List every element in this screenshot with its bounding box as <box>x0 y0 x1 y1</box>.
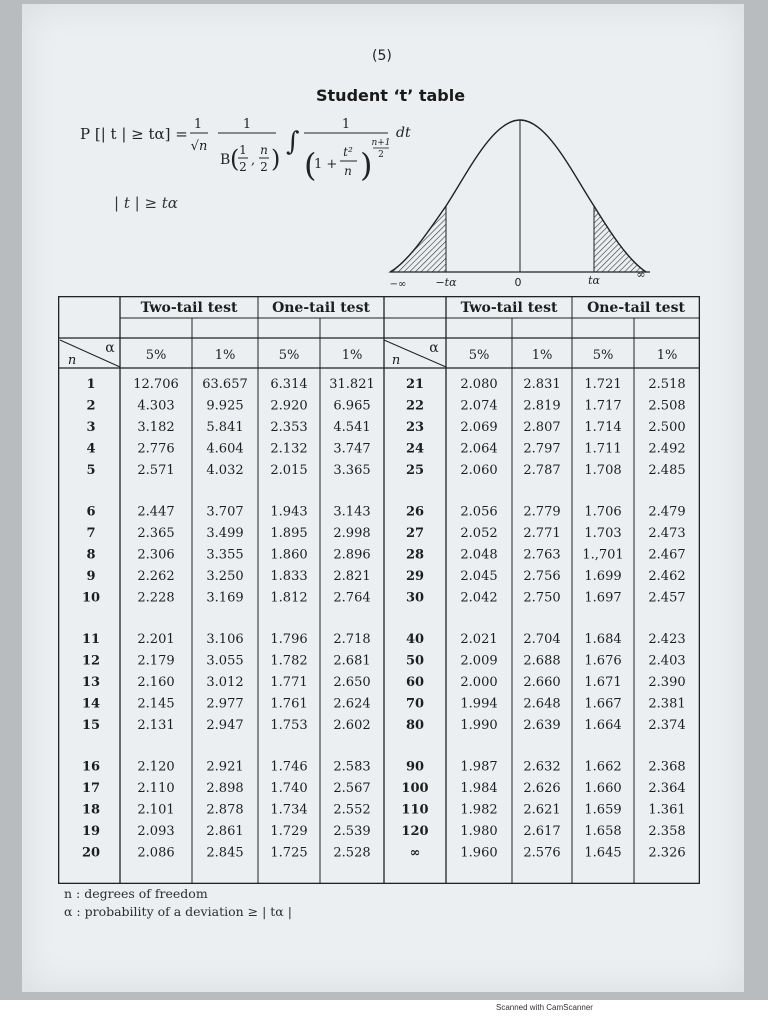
formula-beta: B <box>220 152 231 168</box>
row-n: 3 <box>86 420 96 435</box>
formula-beta-paren-left: ( <box>230 145 240 173</box>
table-cell: 2.462 <box>648 569 686 584</box>
table-cell: 1.994 <box>460 696 498 712</box>
table-cell: 2.621 <box>523 802 561 818</box>
row-n: 6 <box>86 504 96 520</box>
table-cell: 1.361 <box>648 802 686 818</box>
table-cell: 1.721 <box>584 377 622 392</box>
table-cell: 1.725 <box>270 845 308 861</box>
table-cell: 2.086 <box>137 845 175 861</box>
table-cell: 9.925 <box>206 398 244 414</box>
table-cell: 2.368 <box>648 759 686 775</box>
table-cell: 1.980 <box>460 824 498 839</box>
table-cell: 2.364 <box>648 781 686 796</box>
table-cell: 1.796 <box>270 632 308 647</box>
row-n: 30 <box>405 590 425 606</box>
row-n: 1 <box>86 377 96 392</box>
table-cell: 2.326 <box>648 845 686 861</box>
table-cell: 2.021 <box>460 632 498 647</box>
table-cell: 2.528 <box>333 845 371 861</box>
table-cell: 1.984 <box>460 781 498 796</box>
table-cell: 6.314 <box>270 377 308 392</box>
table-cell: 1.746 <box>270 759 308 775</box>
table-cell: 1.782 <box>270 653 308 669</box>
group-header: One-tail test <box>587 300 685 316</box>
row-n: 26 <box>405 504 425 520</box>
group-header: Two-tail test <box>140 300 238 316</box>
label-zero: 0 <box>514 276 522 289</box>
table-cell: 1.660 <box>584 781 622 796</box>
table-cell: 2.101 <box>137 802 175 818</box>
formula-frac2-num: 1 <box>242 117 252 132</box>
table-cell: 3.106 <box>206 632 244 647</box>
table-cell: 1.860 <box>270 547 308 563</box>
formula-base-den: n <box>344 164 352 178</box>
label-infinity: ∞ <box>636 268 646 281</box>
sub-header: 1% <box>656 348 678 363</box>
table-cell: 1.658 <box>584 824 622 839</box>
table-cell: 2.845 <box>206 845 244 861</box>
row-n: 10 <box>81 590 101 606</box>
table-cell: 2.467 <box>648 547 686 563</box>
table-cell: 2.110 <box>137 781 175 796</box>
formula-inner-paren-left: ( <box>304 146 317 184</box>
row-n: 23 <box>405 420 425 435</box>
table-cell: 2.374 <box>648 718 686 733</box>
table-cell: 3.012 <box>206 675 244 690</box>
row-n: 20 <box>81 845 101 861</box>
table-cell: 4.303 <box>137 398 175 414</box>
table-cell: 1.659 <box>584 802 622 818</box>
table-cell: 2.660 <box>523 675 561 690</box>
table-cell: 1.987 <box>460 759 498 775</box>
formula-beta-arg-a-den: 2 <box>239 160 247 174</box>
table-cell: 2.120 <box>137 759 175 775</box>
table-cell: 2.681 <box>333 653 371 669</box>
formula-beta-paren-right: ) <box>271 145 281 173</box>
sub-header: 1% <box>214 348 236 363</box>
formula-inner-paren-right: ) <box>360 146 373 184</box>
table-cell: 2.998 <box>333 526 371 541</box>
table-cell: 2.896 <box>333 547 371 563</box>
table-cell: 2.779 <box>523 504 561 520</box>
table-cell: 1.812 <box>270 590 308 606</box>
group-header: One-tail test <box>272 300 370 316</box>
table-cell: 3.169 <box>206 590 244 606</box>
table-cell: 1.990 <box>460 718 498 733</box>
table-cell: 2.624 <box>333 696 371 712</box>
table-cell: 4.032 <box>206 463 244 478</box>
table-cell: 2.508 <box>648 398 686 414</box>
alpha-label: α <box>429 340 439 356</box>
t-distribution-curve <box>388 112 658 292</box>
table-cell: 2.093 <box>137 824 175 839</box>
table-cell: 3.499 <box>206 526 244 541</box>
table-cell: 3.747 <box>333 441 371 457</box>
table-cell: 2.042 <box>460 590 498 606</box>
row-n: 4 <box>86 441 96 457</box>
label-minus-infinity: −∞ <box>389 279 407 290</box>
table-cell: 4.604 <box>206 441 244 457</box>
table-cell: 2.771 <box>523 526 561 541</box>
row-n: 21 <box>405 377 425 392</box>
table-cell: 3.182 <box>137 420 175 435</box>
table-cell: 2.390 <box>648 675 686 690</box>
table-cell: 2.447 <box>137 504 175 520</box>
formula-exp-den: 2 <box>378 150 384 160</box>
table-cell: 2.626 <box>523 781 561 796</box>
table-cell: 2.947 <box>206 718 244 733</box>
table-cell: 2.145 <box>137 696 175 712</box>
page-title: Student ‘t’ table <box>316 86 466 105</box>
table-cell: 2.756 <box>523 569 561 584</box>
table-cell: 1.771 <box>270 675 308 690</box>
table-cell: 2.485 <box>648 463 686 478</box>
n-label: n <box>67 353 77 368</box>
table-cell: 1.676 <box>584 653 622 669</box>
table-cell: 2.650 <box>333 675 371 690</box>
row-n: 29 <box>405 569 425 584</box>
row-n: 40 <box>405 632 425 647</box>
table-cell: 31.821 <box>329 377 375 392</box>
table-cell: 1.833 <box>270 569 308 584</box>
table-cell: 2.080 <box>460 377 498 392</box>
table-cell: 3.250 <box>206 569 244 584</box>
row-n: 25 <box>405 463 425 478</box>
table-cell: 2.583 <box>333 759 371 775</box>
n-label: n <box>391 353 401 368</box>
table-cell: 3.143 <box>333 504 371 520</box>
table-cell: 1.714 <box>584 420 622 435</box>
table-cell: 2.015 <box>270 463 308 478</box>
table-cell: 1.662 <box>584 759 622 775</box>
formula-integral: ∫ <box>286 127 300 157</box>
formula-condition: | t | ≥ tα <box>114 194 178 212</box>
table-cell: 2.074 <box>460 398 498 414</box>
row-n: 24 <box>405 441 425 457</box>
row-n: 70 <box>405 696 425 712</box>
sub-header: 5% <box>278 348 300 363</box>
row-n: 16 <box>81 759 101 775</box>
table-cell: 2.797 <box>523 441 561 457</box>
formula-beta-arg-a: 1 <box>239 143 247 157</box>
sub-header: 5% <box>592 348 614 363</box>
formula-beta-arg-b: n <box>260 143 268 157</box>
table-cell: 1.960 <box>460 845 498 861</box>
table-cell: 2.060 <box>460 463 498 478</box>
table-cell: 2.009 <box>460 653 498 669</box>
row-n: 14 <box>81 696 101 712</box>
table-cell: 2.160 <box>137 675 175 690</box>
table-cell: 1.711 <box>584 441 622 457</box>
table-cell: 2.492 <box>648 441 686 457</box>
table-cell: 2.763 <box>523 547 561 563</box>
row-n: ∞ <box>409 845 421 861</box>
formula-frac1-den: √n <box>190 139 208 154</box>
label-t-alpha: tα <box>588 274 600 287</box>
table-cell: 2.064 <box>460 441 498 457</box>
table-cell: 2.807 <box>523 420 561 435</box>
table-cell: 2.776 <box>137 441 175 457</box>
row-n: 28 <box>405 547 425 563</box>
table-cell: 1.697 <box>584 590 622 606</box>
table-cell: 2.365 <box>137 526 175 541</box>
formula-base-one: 1 + <box>314 157 338 172</box>
table-cell: 2.576 <box>523 845 561 861</box>
table-cell: 2.648 <box>523 696 561 712</box>
table-cell: 1.740 <box>270 781 308 796</box>
sub-header: 5% <box>145 348 167 363</box>
row-n: 8 <box>86 547 96 563</box>
table-cell: 2.552 <box>333 802 371 818</box>
footnote-n: n : degrees of freedom <box>64 886 208 901</box>
formula-dt: dt <box>396 125 411 141</box>
row-n: 5 <box>86 463 96 478</box>
row-n: 110 <box>401 802 429 818</box>
table-cell: 1.729 <box>270 824 308 839</box>
table-cell: 1.684 <box>584 632 622 647</box>
probability-formula <box>80 112 420 196</box>
row-n: 11 <box>81 632 101 647</box>
table-cell: 1.667 <box>584 696 622 712</box>
table-cell: 4.541 <box>333 420 371 435</box>
table-cell: 2.920 <box>270 398 308 414</box>
table-cell: 2.457 <box>648 590 686 606</box>
table-cell: 2.179 <box>137 653 175 669</box>
right-tail-shaded <box>594 206 646 272</box>
row-n: 17 <box>81 781 101 796</box>
table-cell: 2.423 <box>648 632 686 647</box>
table-cell: 2.821 <box>333 569 371 584</box>
table-cell: 1.761 <box>270 696 308 712</box>
table-cell: 2.353 <box>270 420 308 435</box>
table-cell: 2.861 <box>206 824 244 839</box>
table-cell: 2.381 <box>648 696 686 712</box>
table-cell: 2.479 <box>648 504 686 520</box>
row-n: 120 <box>401 824 429 839</box>
table-cell: 2.000 <box>460 675 498 690</box>
table-cell: 2.718 <box>333 632 371 647</box>
label-minus-t-alpha: −tα <box>435 276 457 289</box>
table-cell: 2.052 <box>460 526 498 541</box>
formula-t-squared: t² <box>343 145 353 159</box>
table-cell: 2.567 <box>333 781 371 796</box>
row-n: 90 <box>405 759 425 775</box>
table-cell: 1.645 <box>584 845 622 861</box>
table-cell: 2.639 <box>523 718 561 733</box>
table-cell: 2.069 <box>460 420 498 435</box>
table-cell: 1.671 <box>584 675 622 690</box>
group-header: Two-tail test <box>460 300 558 316</box>
row-n: 22 <box>405 398 425 414</box>
table-cell: 2.977 <box>206 696 244 712</box>
table-cell: 2.473 <box>648 526 686 541</box>
table-cell: 2.878 <box>206 802 244 818</box>
table-cell: 2.358 <box>648 824 686 839</box>
page-number: (5) <box>372 48 392 64</box>
row-n: 15 <box>81 718 101 733</box>
table-cell: 1.708 <box>584 463 622 478</box>
table-cell: 1.982 <box>460 802 498 818</box>
formula-frac1-num: 1 <box>193 117 203 132</box>
table-cell: 1.895 <box>270 526 308 541</box>
row-n: 50 <box>405 653 425 669</box>
table-cell: 2.704 <box>523 632 561 647</box>
formula-frac3-num: 1 <box>341 117 351 132</box>
table-cell: 2.132 <box>270 441 308 457</box>
table-cell: 1.699 <box>584 569 622 584</box>
table-cell: 2.048 <box>460 547 498 563</box>
table-cell: 2.688 <box>523 653 561 669</box>
table-cell: 3.365 <box>333 463 371 478</box>
table-cell: 2.831 <box>523 377 561 392</box>
left-tail-shaded <box>390 206 446 272</box>
table-cell: 3.055 <box>206 653 244 669</box>
table-cell: 2.518 <box>648 377 686 392</box>
table-cell: 2.617 <box>523 824 561 839</box>
table-cell: 2.500 <box>648 420 686 435</box>
table-cell: 2.764 <box>333 590 371 606</box>
table-cell: 3.707 <box>206 504 244 520</box>
table-cell: 2.787 <box>523 463 561 478</box>
table-cell: 1.943 <box>270 504 308 520</box>
row-n: 80 <box>405 718 425 733</box>
table-cell: 1.717 <box>584 398 622 414</box>
table-cell: 2.819 <box>523 398 561 414</box>
row-n: 7 <box>86 526 96 541</box>
formula-beta-comma: , <box>251 153 256 168</box>
table-cell: 1.753 <box>270 718 308 733</box>
table-cell: 1.706 <box>584 504 622 520</box>
table-cell: 2.403 <box>648 653 686 669</box>
formula-lhs: P [| t | ≥ tα] = <box>80 125 188 143</box>
table-cell: 2.571 <box>137 463 175 478</box>
table-cell: 6.965 <box>333 398 371 414</box>
table-cell: 5.841 <box>206 420 244 435</box>
row-n: 13 <box>81 675 101 690</box>
sub-header: 5% <box>468 348 490 363</box>
scanner-watermark: Scanned with CamScanner <box>496 1003 593 1012</box>
table-cell: 2.228 <box>137 590 175 606</box>
table-cell: 2.201 <box>137 632 175 647</box>
footnote-alpha: α : probability of a deviation ≥ | tα | <box>64 904 292 919</box>
table-cell: 2.632 <box>523 759 561 775</box>
table-cell: 12.706 <box>133 377 179 392</box>
row-n: 27 <box>405 526 425 541</box>
row-n: 2 <box>86 398 96 414</box>
formula-beta-arg-b-den: 2 <box>260 160 268 174</box>
sub-header: 1% <box>531 348 553 363</box>
table-cell: 2.262 <box>137 569 175 584</box>
row-n: 12 <box>81 653 101 669</box>
table-cell: 2.131 <box>137 718 175 733</box>
table-cell: 63.657 <box>202 377 248 392</box>
t-distribution-table <box>58 296 700 884</box>
table-cell: 1.734 <box>270 802 308 818</box>
table-cell: 2.539 <box>333 824 371 839</box>
table-cell: 2.306 <box>137 547 175 563</box>
alpha-label: α <box>105 340 115 356</box>
row-n: 100 <box>401 781 429 796</box>
table-cell: 2.056 <box>460 504 498 520</box>
table-cell: 1.,701 <box>582 547 624 563</box>
table-cell: 1.664 <box>584 718 622 733</box>
row-n: 19 <box>81 824 101 839</box>
table-cell: 2.921 <box>206 759 244 775</box>
row-n: 9 <box>86 569 96 584</box>
row-n: 60 <box>405 675 425 690</box>
table-cell: 1.703 <box>584 526 622 541</box>
table-cell: 2.045 <box>460 569 498 584</box>
row-n: 18 <box>81 802 101 818</box>
formula-exp-num: n+1 <box>371 138 391 148</box>
table-cell: 2.750 <box>523 590 561 606</box>
sub-header: 1% <box>341 348 363 363</box>
table-cell: 2.898 <box>206 781 244 796</box>
table-cell: 3.355 <box>206 547 244 563</box>
table-cell: 2.602 <box>333 718 371 733</box>
